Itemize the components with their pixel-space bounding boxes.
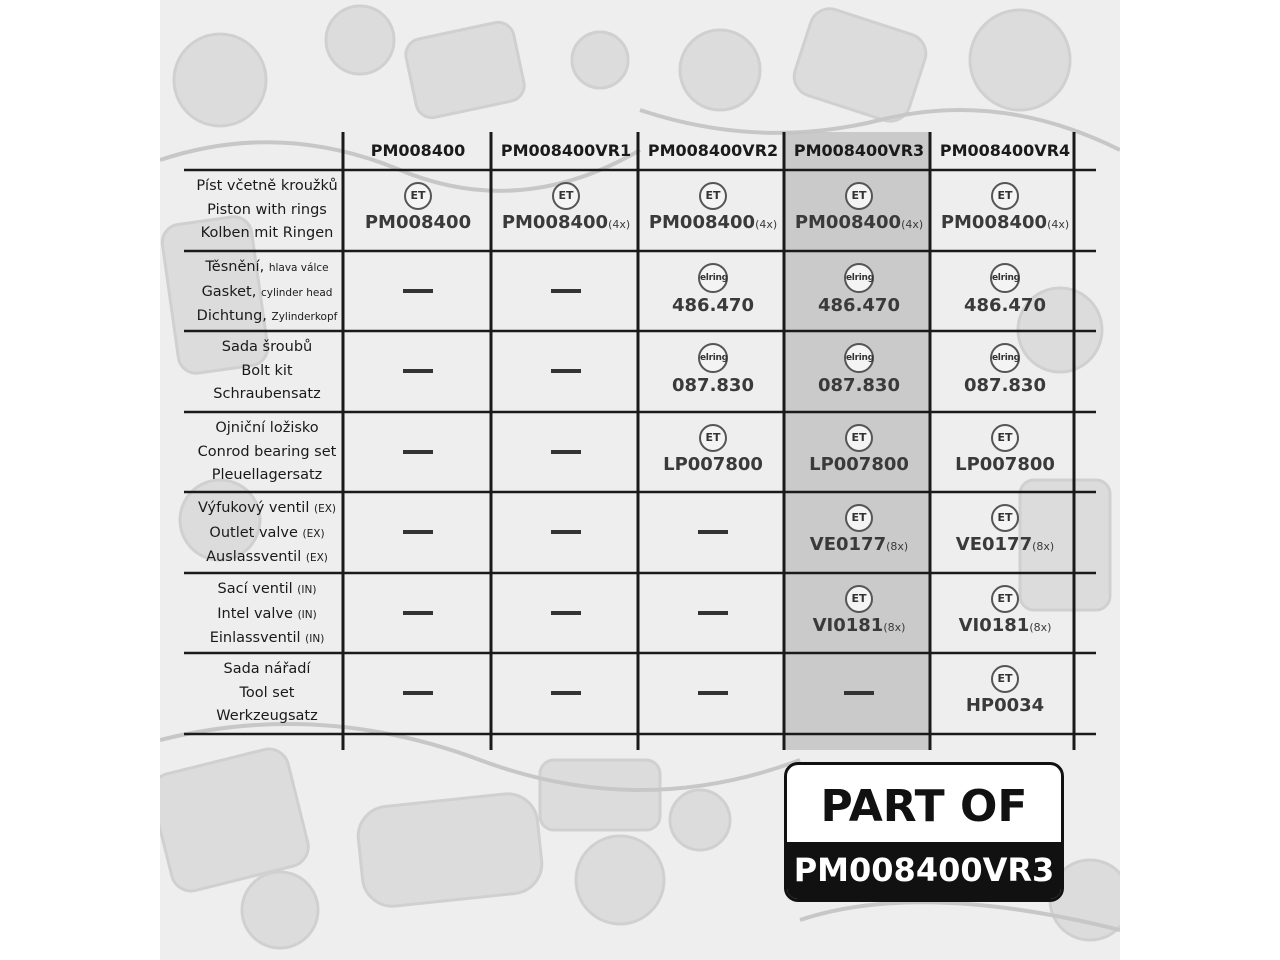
row-label-line [182,705,352,729]
row-label-text: Auslassventil [206,549,302,565]
row-label-note: hlava válce [268,262,329,274]
not-included-dash [698,611,728,615]
not-included-dash [403,289,433,293]
et-engineteam-logo-icon: ET [991,585,1019,613]
part-cell [345,182,491,233]
not-included-dash [403,450,433,454]
column-header: PM008400VR1 [500,141,632,160]
part-number: VE0177 [809,534,887,555]
badge-part-number: PM008400VR3 [787,842,1061,899]
row-label-note: (IN) [297,584,317,596]
elring-logo-icon: elring [698,263,728,293]
part-code [640,212,786,233]
part-cell [932,504,1078,555]
row-label-line [182,360,352,384]
row-label-line [182,627,352,652]
et-engineteam-logo-icon: ET [845,182,873,210]
et-engineteam-logo-icon: ET [845,585,873,613]
row-label-text: Sada nářadí [223,661,311,677]
row-label-text: Tool set [239,684,295,701]
part-code [932,375,1078,396]
row-label-text: Conrod bearing set [197,443,337,460]
badge-title: PART OF [820,781,1028,832]
part-number: PM008400 [940,212,1048,233]
et-engineteam-logo-icon: ET [699,424,727,452]
part-cell [786,343,932,396]
row-label-text: Kolben mit Ringen [200,225,334,241]
part-code [932,534,1078,555]
part-of-badge [784,762,1064,902]
row-label-note: (EX) [313,503,336,515]
row-label [182,658,352,729]
row-label-line [182,603,352,628]
part-cell [932,585,1078,636]
row-label-line [182,464,352,488]
row-label-text: Schraubensatz [213,386,321,402]
part-quantity: (8x) [883,621,906,634]
row-label-line [182,497,352,522]
row-label-text: Těsnění, [205,259,265,275]
row-label-line [182,658,352,682]
part-code [932,212,1078,233]
row-label-line [182,336,352,360]
part-number: VE0177 [955,534,1033,555]
part-number: LP007800 [663,454,763,475]
row-label-line [182,682,352,706]
part-number: 087.830 [818,375,900,396]
part-code [786,454,932,475]
not-included-dash [403,611,433,615]
not-included-dash [403,369,433,373]
row-label-text: Werkzeugsatz [216,708,318,724]
row-label-text: Výfukový ventil [197,500,310,516]
row-label [182,497,352,571]
elring-logo-icon: elring [844,263,874,293]
column-header: PM008400VR4 [939,141,1071,160]
part-number: 486.470 [672,295,754,316]
row-label-text: Bolt kit [241,362,293,379]
part-number: HP0034 [965,695,1045,716]
part-number: VI0181 [958,615,1030,636]
et-engineteam-logo-icon: ET [991,665,1019,693]
not-included-dash [403,691,433,695]
part-cell [640,343,786,396]
elring-logo-icon: elring [990,263,1020,293]
part-code [493,212,639,233]
part-number: LP007800 [809,454,909,475]
part-number: LP007800 [955,454,1055,475]
row-label-text: Einlassventil [209,630,301,646]
part-code [786,295,932,316]
part-number: VI0181 [812,615,884,636]
elring-logo-icon: elring [990,343,1020,373]
row-label-text: Ojniční ložisko [215,420,319,436]
part-number: 486.470 [964,295,1046,316]
row-label-line [182,305,352,330]
row-label-line [182,281,352,306]
part-code [786,375,932,396]
not-included-dash [551,289,581,293]
row-label-line [182,546,352,571]
elring-logo-icon: elring [844,343,874,373]
et-engineteam-logo-icon: ET [991,424,1019,452]
part-cell [932,343,1078,396]
part-quantity: (8x) [886,540,909,553]
row-label-note: (EX) [305,552,328,564]
row-label-text: Sací ventil [217,581,293,597]
part-cell [932,665,1078,716]
not-included-dash [551,530,581,534]
not-included-dash [844,691,874,695]
elring-logo-icon: elring [698,343,728,373]
part-quantity: (4x) [901,218,924,231]
part-quantity: (4x) [755,218,778,231]
part-quantity: (8x) [1032,540,1055,553]
part-quantity: (4x) [608,218,631,231]
row-label-line [182,175,352,199]
part-quantity: (4x) [1047,218,1070,231]
product-image [160,0,1120,960]
row-label-note: Zylinderkopf [271,311,338,323]
row-label-line [182,578,352,603]
not-included-dash [698,691,728,695]
not-included-dash [551,691,581,695]
part-cell [640,182,786,233]
part-code [345,212,491,233]
row-label [182,336,352,407]
not-included-dash [551,611,581,615]
part-cell [932,424,1078,475]
et-engineteam-logo-icon: ET [991,182,1019,210]
part-code [640,295,786,316]
row-label [182,175,352,246]
part-cell [786,182,932,233]
row-label-text: Pleuellagersatz [211,467,323,483]
part-code [932,454,1078,475]
row-label-text: Piston with rings [207,201,327,218]
not-included-dash [698,530,728,534]
part-number: PM008400 [501,212,609,233]
et-engineteam-logo-icon: ET [845,424,873,452]
row-label-line [182,222,352,246]
row-label-note: (EX) [302,527,325,540]
part-cell [640,424,786,475]
part-cell [786,424,932,475]
column-header: PM008400VR3 [793,141,925,160]
not-included-dash [551,450,581,454]
et-engineteam-logo-icon: ET [404,182,432,210]
row-label-note: cylinder head [260,286,333,299]
part-code [932,295,1078,316]
part-quantity: (8x) [1029,621,1052,634]
part-cell [786,263,932,316]
row-label-line [182,441,352,465]
part-number: PM008400 [364,212,472,233]
part-number: 087.830 [672,375,754,396]
et-engineteam-logo-icon: ET [991,504,1019,532]
row-label-text: Outlet valve [209,524,298,541]
part-cell [786,504,932,555]
row-label-text: Dichtung, [196,308,267,324]
row-label-text: Píst včetně kroužků [196,178,338,194]
column-header: PM008400 [370,141,466,160]
part-number: PM008400 [794,212,902,233]
part-code [786,212,932,233]
row-label-text: Sada šroubů [221,339,313,355]
et-engineteam-logo-icon: ET [699,182,727,210]
part-number: PM008400 [648,212,756,233]
part-code [640,454,786,475]
row-label-line [182,417,352,441]
row-label-line [182,256,352,281]
part-code [786,615,932,636]
et-engineteam-logo-icon: ET [552,182,580,210]
row-label-line [182,199,352,223]
row-label-line [182,383,352,407]
part-number: 087.830 [964,375,1046,396]
part-cell [640,263,786,316]
row-label-note: (IN) [305,633,325,645]
part-cell [932,263,1078,316]
part-cell [932,182,1078,233]
part-code [786,534,932,555]
part-cell [493,182,639,233]
not-included-dash [551,369,581,373]
part-code [640,375,786,396]
not-included-dash [403,530,433,534]
row-label-note: (IN) [297,608,317,621]
part-code [932,615,1078,636]
row-label-line [182,522,352,547]
part-number: 486.470 [818,295,900,316]
column-header: PM008400VR2 [647,141,779,160]
row-label-text: Intel valve [217,605,293,622]
row-label [182,417,352,488]
row-label-text: Gasket, [201,283,257,300]
part-code [932,695,1078,716]
et-engineteam-logo-icon: ET [845,504,873,532]
part-cell [786,585,932,636]
row-label [182,578,352,652]
row-label [182,256,352,330]
